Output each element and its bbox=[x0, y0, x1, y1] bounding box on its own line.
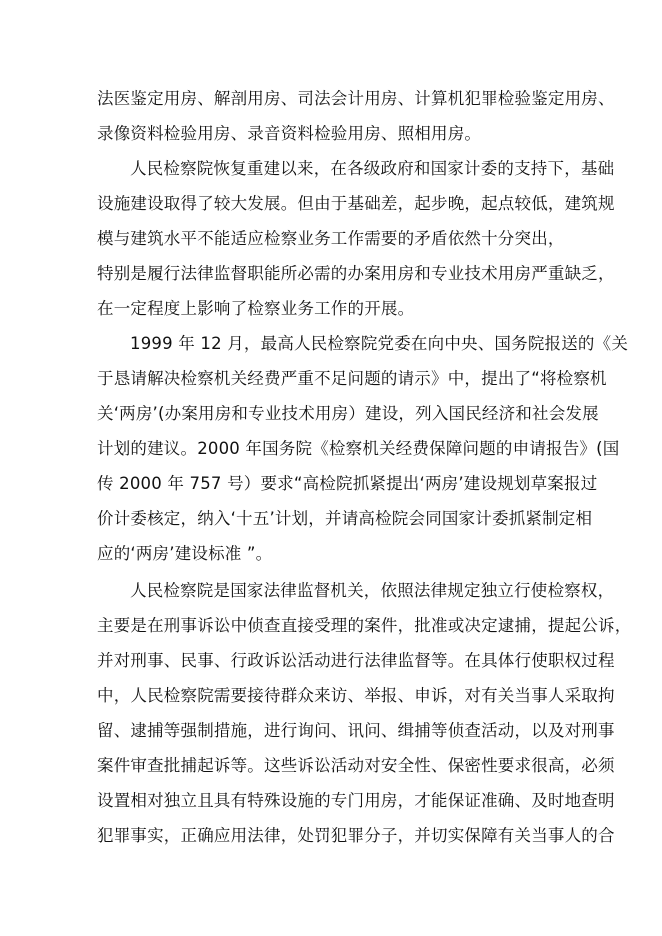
text-line: 设置相对独立且具有特殊设施的专门用房，才能保证准确、及时地查明 bbox=[97, 791, 615, 810]
text-line: 价计委核定，纳入‘十五’计划，并请高检院会同国家计委抓紧制定相 bbox=[97, 509, 593, 528]
text-line: 1999 年 12 月，最高人民检察院党委在向中央、国务院报送的《关 bbox=[130, 334, 629, 353]
text-line: 主要是在刑事诉讼中侦查直接受理的案件，批准或决定逮捕，提起公诉， bbox=[97, 616, 632, 635]
text-line: 法医鉴定用房、解剖用房、司法会计用房、计算机犯罪检验鉴定用房、 bbox=[97, 89, 615, 108]
text-line: 人民检察院是国家法律监督机关，依照法律规定独立行使检察权， bbox=[130, 581, 615, 600]
text-line: 在一定程度上影响了检察业务工作的开展。 bbox=[97, 299, 415, 318]
text-line: 关‘两房’(办案用房和专业技术用房）建设，列入国民经济和社会发展 bbox=[97, 404, 599, 423]
text-line: 计划的建议。2000 年国务院《检察机关经费保障问题的申请报告》(国 bbox=[97, 439, 620, 458]
text-line: 设施建设取得了较大发展。但由于基础差，起步晚，起点较低，建筑规 bbox=[97, 194, 615, 213]
text-line: 模与建筑水平不能适应检察业务工作需要的矛盾依然十分突出， bbox=[97, 229, 565, 248]
text-line: 人民检察院恢复重建以来，在各级政府和国家计委的支持下，基础 bbox=[130, 159, 615, 178]
text-line: 并对刑事、民事、行政诉讼活动进行法律监督等。在具体行使职权过程 bbox=[97, 651, 615, 670]
text-line: 留、逮捕等强制措施，进行询问、讯问、缉捕等侦查活动，以及对刑事 bbox=[97, 721, 615, 740]
text-line: 传 2000 年 757 号）要求“高检院抓紧提出‘两房’建设规划草案报过 bbox=[97, 474, 598, 493]
text-line: 犯罪事实，正确应用法律，处罚犯罪分子，并切实保障有关当事人的合 bbox=[97, 826, 615, 845]
text-line: 特别是履行法律监督职能所必需的办案用房和专业技术用房严重缺乏， bbox=[97, 264, 615, 283]
text-line: 录像资料检验用房、录音资料检验用房、照相用房。 bbox=[97, 124, 482, 143]
text-line: 案件审查批捕起诉等。这些诉讼活动对安全性、保密性要求很高，必须 bbox=[97, 756, 615, 775]
text-line: 中，人民检察院需要接待群众来访、举报、申诉，对有关当事人采取拘 bbox=[97, 686, 615, 705]
text-line: 于恳请解决检察机关经费严重不足问题的请示》中，提出了“将检察机 bbox=[97, 369, 607, 388]
text-line: 应的‘两房’建设标准 ”。 bbox=[97, 544, 273, 563]
